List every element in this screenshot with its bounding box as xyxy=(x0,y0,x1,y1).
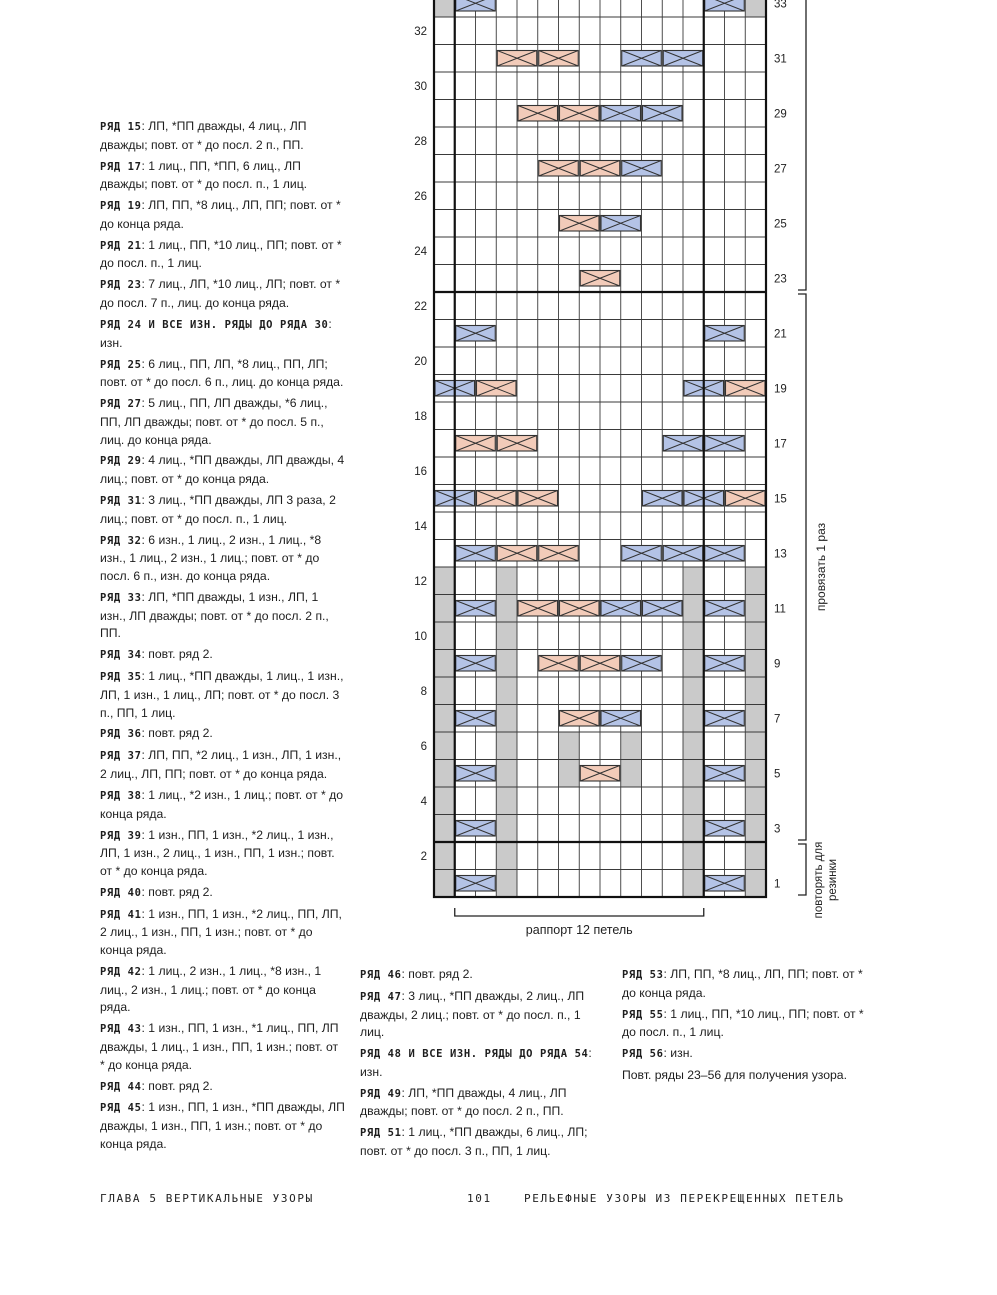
row-text: : 1 лиц., ПП, *10 лиц., ПП; повт. от * до посл. п., 1 лиц. xyxy=(100,237,342,271)
row-label: РЯД 34 xyxy=(100,649,142,662)
right-cross-cable xyxy=(705,821,745,837)
purl-cell xyxy=(434,870,455,898)
row-number-left: 20 xyxy=(414,355,427,368)
right-cross-cable xyxy=(705,436,745,452)
right-cross-cable xyxy=(622,51,662,67)
label-ribbing-2: резинки xyxy=(827,858,839,902)
row-number-left: 2 xyxy=(420,850,427,863)
row-text: : изн. xyxy=(663,1046,693,1061)
right-cross-cable xyxy=(622,546,662,562)
row-label: РЯД 36 xyxy=(100,728,142,741)
purl-cell xyxy=(559,760,580,788)
row-number-right: 15 xyxy=(774,493,787,506)
purl-cell xyxy=(683,787,704,815)
left-cross-cable xyxy=(580,656,620,672)
row-number-right: 5 xyxy=(774,768,781,781)
purl-cell xyxy=(434,595,455,623)
purl-cell xyxy=(683,595,704,623)
right-cross-cable xyxy=(601,601,641,617)
purl-cell xyxy=(745,842,766,870)
row-number-left: 32 xyxy=(414,25,427,38)
purl-cell xyxy=(496,677,517,705)
row-number-right: 23 xyxy=(774,273,787,286)
bracket-repeat-rows xyxy=(798,0,806,290)
row-label: РЯД 56 xyxy=(622,1048,664,1061)
purl-cell xyxy=(621,760,642,788)
instruction-row xyxy=(100,963,345,1017)
purl-cell xyxy=(745,622,766,650)
purl-cell xyxy=(683,870,704,898)
row-label: РЯД 31 xyxy=(100,495,142,508)
purl-cell xyxy=(496,760,517,788)
purl-cell xyxy=(496,705,517,733)
row-label: РЯД 17 xyxy=(100,160,142,173)
row-text: : 1 лиц., 2 изн., 1 лиц., *8 изн., 1 лиц., 2 изн., 1 лиц.; повт. от * до конца ряда. xyxy=(100,963,322,1015)
row-number-right: 13 xyxy=(774,548,787,561)
right-cross-cable xyxy=(456,656,496,672)
left-cross-cable xyxy=(497,546,537,562)
right-cross-cable xyxy=(663,546,703,562)
purl-cell xyxy=(434,842,455,870)
row-text: : повт. ряд 2. xyxy=(141,647,213,662)
right-cross-cable xyxy=(643,106,683,122)
row-text: : повт. ряд 2. xyxy=(141,726,213,741)
row-number-right: 1 xyxy=(774,878,781,891)
row-text: : 3 лиц., *ПП дважды, ЛП 3 раза, 2 лиц.; повт. от * до посл. п., 1 лиц. xyxy=(100,493,336,526)
right-cross-cable xyxy=(705,601,745,617)
left-cross-cable xyxy=(560,106,600,122)
right-cross-cable xyxy=(456,766,496,782)
left-cross-cable xyxy=(560,711,600,727)
row-text: : 5 лиц., ПП, ЛП дважды, *6 лиц., ПП, ЛП дважды; повт. от * до посл. 5 п., лиц. до конца ряда. xyxy=(100,396,328,447)
row-number-left: 12 xyxy=(414,575,427,588)
instruction-row xyxy=(622,1067,867,1085)
row-label: РЯД 49 xyxy=(360,1087,402,1100)
instruction-row xyxy=(622,1006,867,1042)
row-label: РЯД 32 xyxy=(100,534,142,547)
row-label: РЯД 39 xyxy=(100,829,142,842)
instruction-row xyxy=(100,1078,345,1097)
footer-chapter: ГЛАВА 5 ВЕРТИКАЛЬНЫЕ УЗОРЫ xyxy=(100,1192,314,1205)
row-text: : 6 изн., 1 лиц., 2 изн., 1 лиц., *8 изн., 1 лиц., 2 изн., 1 лиц.; повт. от * до посл. 6 п., изн. до конца ряда. xyxy=(100,532,322,584)
purl-cell xyxy=(496,567,517,595)
row-text: : ЛП, ПП, *8 лиц., ЛП, ПП; повт. от * до конца ряда. xyxy=(622,967,863,1000)
left-cross-cable xyxy=(580,161,620,177)
row-number-left: 22 xyxy=(414,300,427,313)
purl-cell xyxy=(745,815,766,843)
row-label: РЯД 42 xyxy=(100,965,142,978)
row-label: РЯД 29 xyxy=(100,455,142,468)
row-label: РЯД 44 xyxy=(100,1080,142,1093)
right-cross-cable xyxy=(705,326,745,342)
left-cross-cable xyxy=(497,51,537,67)
row-number-right: 11 xyxy=(774,603,786,616)
purl-cell xyxy=(559,732,580,760)
label-once: провязать 1 раз xyxy=(814,522,828,612)
label-ribbing-1: повторять для xyxy=(813,841,825,919)
row-label: РЯД 46 xyxy=(360,969,402,981)
right-cross-cable xyxy=(643,491,683,507)
row-label: РЯД 21 xyxy=(100,239,142,252)
left-cross-cable xyxy=(539,656,579,672)
row-number-right: 27 xyxy=(774,163,787,176)
row-number-right: 25 xyxy=(774,218,787,231)
purl-cell xyxy=(434,567,455,595)
row-text: : повт. ряд 2. xyxy=(141,884,213,899)
row-number-left: 4 xyxy=(420,795,427,808)
row-text: : 6 лиц., ПП, ЛП, *8 лиц., ПП, ЛП; повт. от * до посл. 6 п., лиц. до конца ряда. xyxy=(100,356,344,390)
row-number-right: 31 xyxy=(774,53,787,66)
right-cross-cable xyxy=(622,161,662,177)
purl-cell xyxy=(434,622,455,650)
purl-cell xyxy=(683,650,704,678)
row-label: РЯД 51 xyxy=(360,1127,402,1140)
right-cross-cable xyxy=(663,436,703,452)
left-cross-cable xyxy=(497,436,537,452)
purl-cell xyxy=(434,760,455,788)
bracket-stitch-repeat xyxy=(455,908,704,916)
purl-cell xyxy=(683,677,704,705)
row-number-left: 24 xyxy=(414,245,427,258)
right-cross-cable xyxy=(601,711,641,727)
instruction-row xyxy=(360,1124,605,1160)
left-cross-cable xyxy=(726,381,766,397)
purl-cell xyxy=(745,650,766,678)
purl-cell xyxy=(496,732,517,760)
instruction-row xyxy=(622,966,867,1002)
right-cross-cable xyxy=(622,656,662,672)
purl-cell xyxy=(496,842,517,870)
purl-cell xyxy=(683,622,704,650)
row-label: РЯД 19 xyxy=(100,200,142,213)
row-text: : ЛП, *ПП дважды, 4 лиц., ЛП дважды; повт. от * до посл. 2 п., ПП. xyxy=(360,1085,567,1119)
purl-cell xyxy=(434,732,455,760)
row-text: : 1 лиц., ПП, *10 лиц., ПП; повт. от * до посл. п., 1 лиц. xyxy=(622,1006,864,1040)
purl-cell xyxy=(745,595,766,623)
right-cross-cable xyxy=(705,656,745,672)
row-label: РЯД 53 xyxy=(622,969,664,981)
row-label: РЯД 40 xyxy=(100,886,142,899)
purl-cell xyxy=(496,870,517,898)
row-label: РЯД 45 xyxy=(100,1102,142,1115)
right-cross-cable xyxy=(601,106,641,122)
row-number-right: 17 xyxy=(774,438,787,451)
row-number-left: 6 xyxy=(420,740,427,753)
row-label: РЯД 55 xyxy=(622,1008,664,1021)
row-number-right: 3 xyxy=(774,823,781,836)
row-number-right: 19 xyxy=(774,383,787,396)
row-number-right: 29 xyxy=(774,108,787,121)
instruction-row xyxy=(100,1099,345,1153)
bracket-once xyxy=(798,294,806,840)
row-text: : 1 лиц., ПП, *ПП, 6 лиц., ЛП дважды; повт. от * до посл. п., 1 лиц. xyxy=(100,158,308,192)
left-cross-cable xyxy=(539,546,579,562)
row-label: РЯД 43 xyxy=(100,1023,142,1036)
row-text: : изн. xyxy=(100,316,332,350)
row-label: РЯД 33 xyxy=(100,591,142,604)
instructions-right-column xyxy=(622,966,867,1088)
purl-cell xyxy=(434,677,455,705)
purl-cell xyxy=(745,787,766,815)
purl-cell xyxy=(745,0,766,17)
right-cross-cable xyxy=(456,876,496,892)
row-number-right: 9 xyxy=(774,658,781,671)
purl-cell xyxy=(745,870,766,898)
purl-cell xyxy=(745,732,766,760)
right-cross-cable xyxy=(456,601,496,617)
row-label: РЯД 37 xyxy=(100,750,142,763)
left-cross-cable xyxy=(580,766,620,782)
purl-cell xyxy=(434,0,455,17)
row-text: : повт. ряд 2. xyxy=(401,967,473,981)
row-number-left: 28 xyxy=(414,135,427,148)
right-cross-cable xyxy=(456,711,496,727)
right-cross-cable xyxy=(705,0,745,11)
purl-cell xyxy=(683,732,704,760)
label-stitch-repeat: раппорт 12 петель xyxy=(525,923,633,937)
page-number: 101 xyxy=(467,1192,492,1205)
right-cross-cable xyxy=(456,546,496,562)
row-label: РЯД 48 И ВСЕ ИЗН. РЯДЫ ДО РЯДА 54 xyxy=(360,1048,589,1061)
row-text: : 4 лиц., *ПП дважды, ЛП дважды, 4 лиц.; повт. от * до конца ряда. xyxy=(100,453,345,487)
row-text: : 1 лиц., *2 изн., 1 лиц.; повт. от * до конца ряда. xyxy=(100,787,344,821)
right-cross-cable xyxy=(705,546,745,562)
purl-cell xyxy=(745,705,766,733)
purl-cell xyxy=(683,842,704,870)
row-text: : 1 изн., ПП, 1 изн., *ПП дважды, ЛП дважды, 1 изн., ПП, 1 изн.; повт. от * до конца ряда. xyxy=(100,1100,345,1151)
left-cross-cable xyxy=(539,51,579,67)
right-cross-cable xyxy=(705,766,745,782)
purl-cell xyxy=(745,567,766,595)
right-cross-cable xyxy=(643,601,683,617)
instruction-row xyxy=(360,1085,605,1121)
row-text: : 1 лиц., *ПП дважды, 1 лиц., 1 изн., ЛП, 1 изн., 1 лиц., ЛП; повт. от * до посл. 3 п., ПП, 1 лиц. xyxy=(100,669,344,720)
row-text: : 7 лиц., ЛП, *10 лиц., ЛП; повт. от * до посл. 7 п., лиц. до конца ряда. xyxy=(100,277,341,311)
purl-cell xyxy=(683,815,704,843)
right-cross-cable xyxy=(456,0,496,11)
instruction-row xyxy=(100,1020,345,1074)
left-cross-cable xyxy=(560,601,600,617)
instruction-row xyxy=(360,966,605,985)
right-cross-cable xyxy=(456,821,496,837)
purl-cell xyxy=(745,760,766,788)
row-text: : ЛП, *ПП дважды, 1 изн., ЛП, 1 изн., ЛП дважды; повт. от * до посл. 2 п., ПП. xyxy=(100,589,329,641)
row-number-left: 14 xyxy=(414,520,427,533)
purl-cell xyxy=(434,705,455,733)
right-cross-cable xyxy=(705,711,745,727)
row-label: РЯД 35 xyxy=(100,671,142,684)
purl-cell xyxy=(683,760,704,788)
row-number-left: 10 xyxy=(414,630,427,643)
row-label: РЯД 23 xyxy=(100,279,142,292)
right-cross-cable xyxy=(456,326,496,342)
row-text: : ЛП, ПП, *8 лиц., ЛП, ПП; повт. от * до конца ряда. xyxy=(100,198,341,231)
left-cross-cable xyxy=(477,491,517,507)
row-label: РЯД 47 xyxy=(360,990,402,1003)
right-cross-cable xyxy=(705,876,745,892)
purl-cell xyxy=(496,787,517,815)
row-label: РЯД 27 xyxy=(100,398,142,411)
left-cross-cable xyxy=(518,601,558,617)
row-label: РЯД 41 xyxy=(100,908,142,921)
purl-cell xyxy=(434,650,455,678)
left-cross-cable xyxy=(539,161,579,177)
footer-section: РЕЛЬЕФНЫЕ УЗОРЫ ИЗ ПЕРЕКРЕЩЕННЫХ ПЕТЕЛЬ xyxy=(524,1192,845,1205)
purl-cell xyxy=(434,815,455,843)
row-text: : 1 изн., ПП, 1 изн., *2 лиц., ПП, ЛП, 2 лиц., 1 изн., ПП, 1 изн.; повт. от * до конца ряда. xyxy=(100,906,342,958)
row-number-left: 30 xyxy=(414,80,427,93)
purl-cell xyxy=(434,787,455,815)
purl-cell xyxy=(621,732,642,760)
purl-cell xyxy=(496,650,517,678)
instruction-row xyxy=(360,988,605,1042)
instruction-row xyxy=(622,1045,867,1064)
row-number-right: 21 xyxy=(774,328,787,341)
row-label: РЯД 25 xyxy=(100,358,142,371)
row-number-left: 26 xyxy=(414,190,427,203)
row-text: Повт. ряды 23–56 для получения узора. xyxy=(622,1068,847,1083)
left-cross-cable xyxy=(518,106,558,122)
left-cross-cable xyxy=(560,216,600,232)
row-number-left: 16 xyxy=(414,465,427,478)
left-cross-cable xyxy=(456,436,496,452)
row-number-right: 7 xyxy=(774,713,781,726)
left-cross-cable xyxy=(726,491,766,507)
instructions-middle-column xyxy=(360,966,605,1164)
row-label: РЯД 38 xyxy=(100,789,142,802)
row-text: : повт. ряд 2. xyxy=(141,1078,213,1093)
left-cross-cable xyxy=(477,381,517,397)
row-number-left: 8 xyxy=(420,685,427,698)
left-cross-cable xyxy=(580,271,620,287)
row-text: : 1 лиц., *ПП дважды, 6 лиц., ЛП; повт. от * до посл. 3 п., ПП, 1 лиц. xyxy=(360,1125,588,1159)
purl-cell xyxy=(496,595,517,623)
instruction-row xyxy=(360,1045,605,1081)
bracket-ribbing xyxy=(798,844,806,895)
right-cross-cable xyxy=(663,51,703,67)
row-text: : изн. xyxy=(360,1046,592,1079)
row-number-left: 18 xyxy=(414,410,427,423)
purl-cell xyxy=(683,567,704,595)
left-cross-cable xyxy=(518,491,558,507)
purl-cell xyxy=(496,622,517,650)
row-label: РЯД 15 xyxy=(100,121,142,133)
right-cross-cable xyxy=(601,216,641,232)
purl-cell xyxy=(496,815,517,843)
row-text: : ЛП, ПП, *2 лиц., 1 изн., ЛП, 1 изн., 2 лиц., ЛП, ПП; повт. от * до конца ряда. xyxy=(100,748,342,782)
row-text: : 3 лиц., *ПП дважды, 2 лиц., ЛП дважды, 2 лиц.; повт. от * до посл. п., 1 лиц. xyxy=(360,988,585,1040)
row-text: : 1 изн., ПП, 1 изн., *1 лиц., ПП, ЛП дважды, 1 лиц., 1 изн., ПП, 1 изн.; повт. от * до конца ряда. xyxy=(100,1021,339,1072)
row-text: : 1 изн., ПП, 1 изн., *2 лиц., 1 изн., ЛП, 1 изн., 2 лиц., 1 изн., ПП, 1 изн.; повт. от * до конца ряда. xyxy=(100,827,335,878)
purl-cell xyxy=(745,677,766,705)
row-number-right: 33 xyxy=(774,0,787,11)
row-label: РЯД 24 И ВСЕ ИЗН. РЯДЫ ДО РЯДА 30 xyxy=(100,318,329,331)
purl-cell xyxy=(683,705,704,733)
row-text: : ЛП, *ПП дважды, 4 лиц., ЛП дважды; повт. от * до посл. 2 п., ПП. xyxy=(100,119,307,152)
